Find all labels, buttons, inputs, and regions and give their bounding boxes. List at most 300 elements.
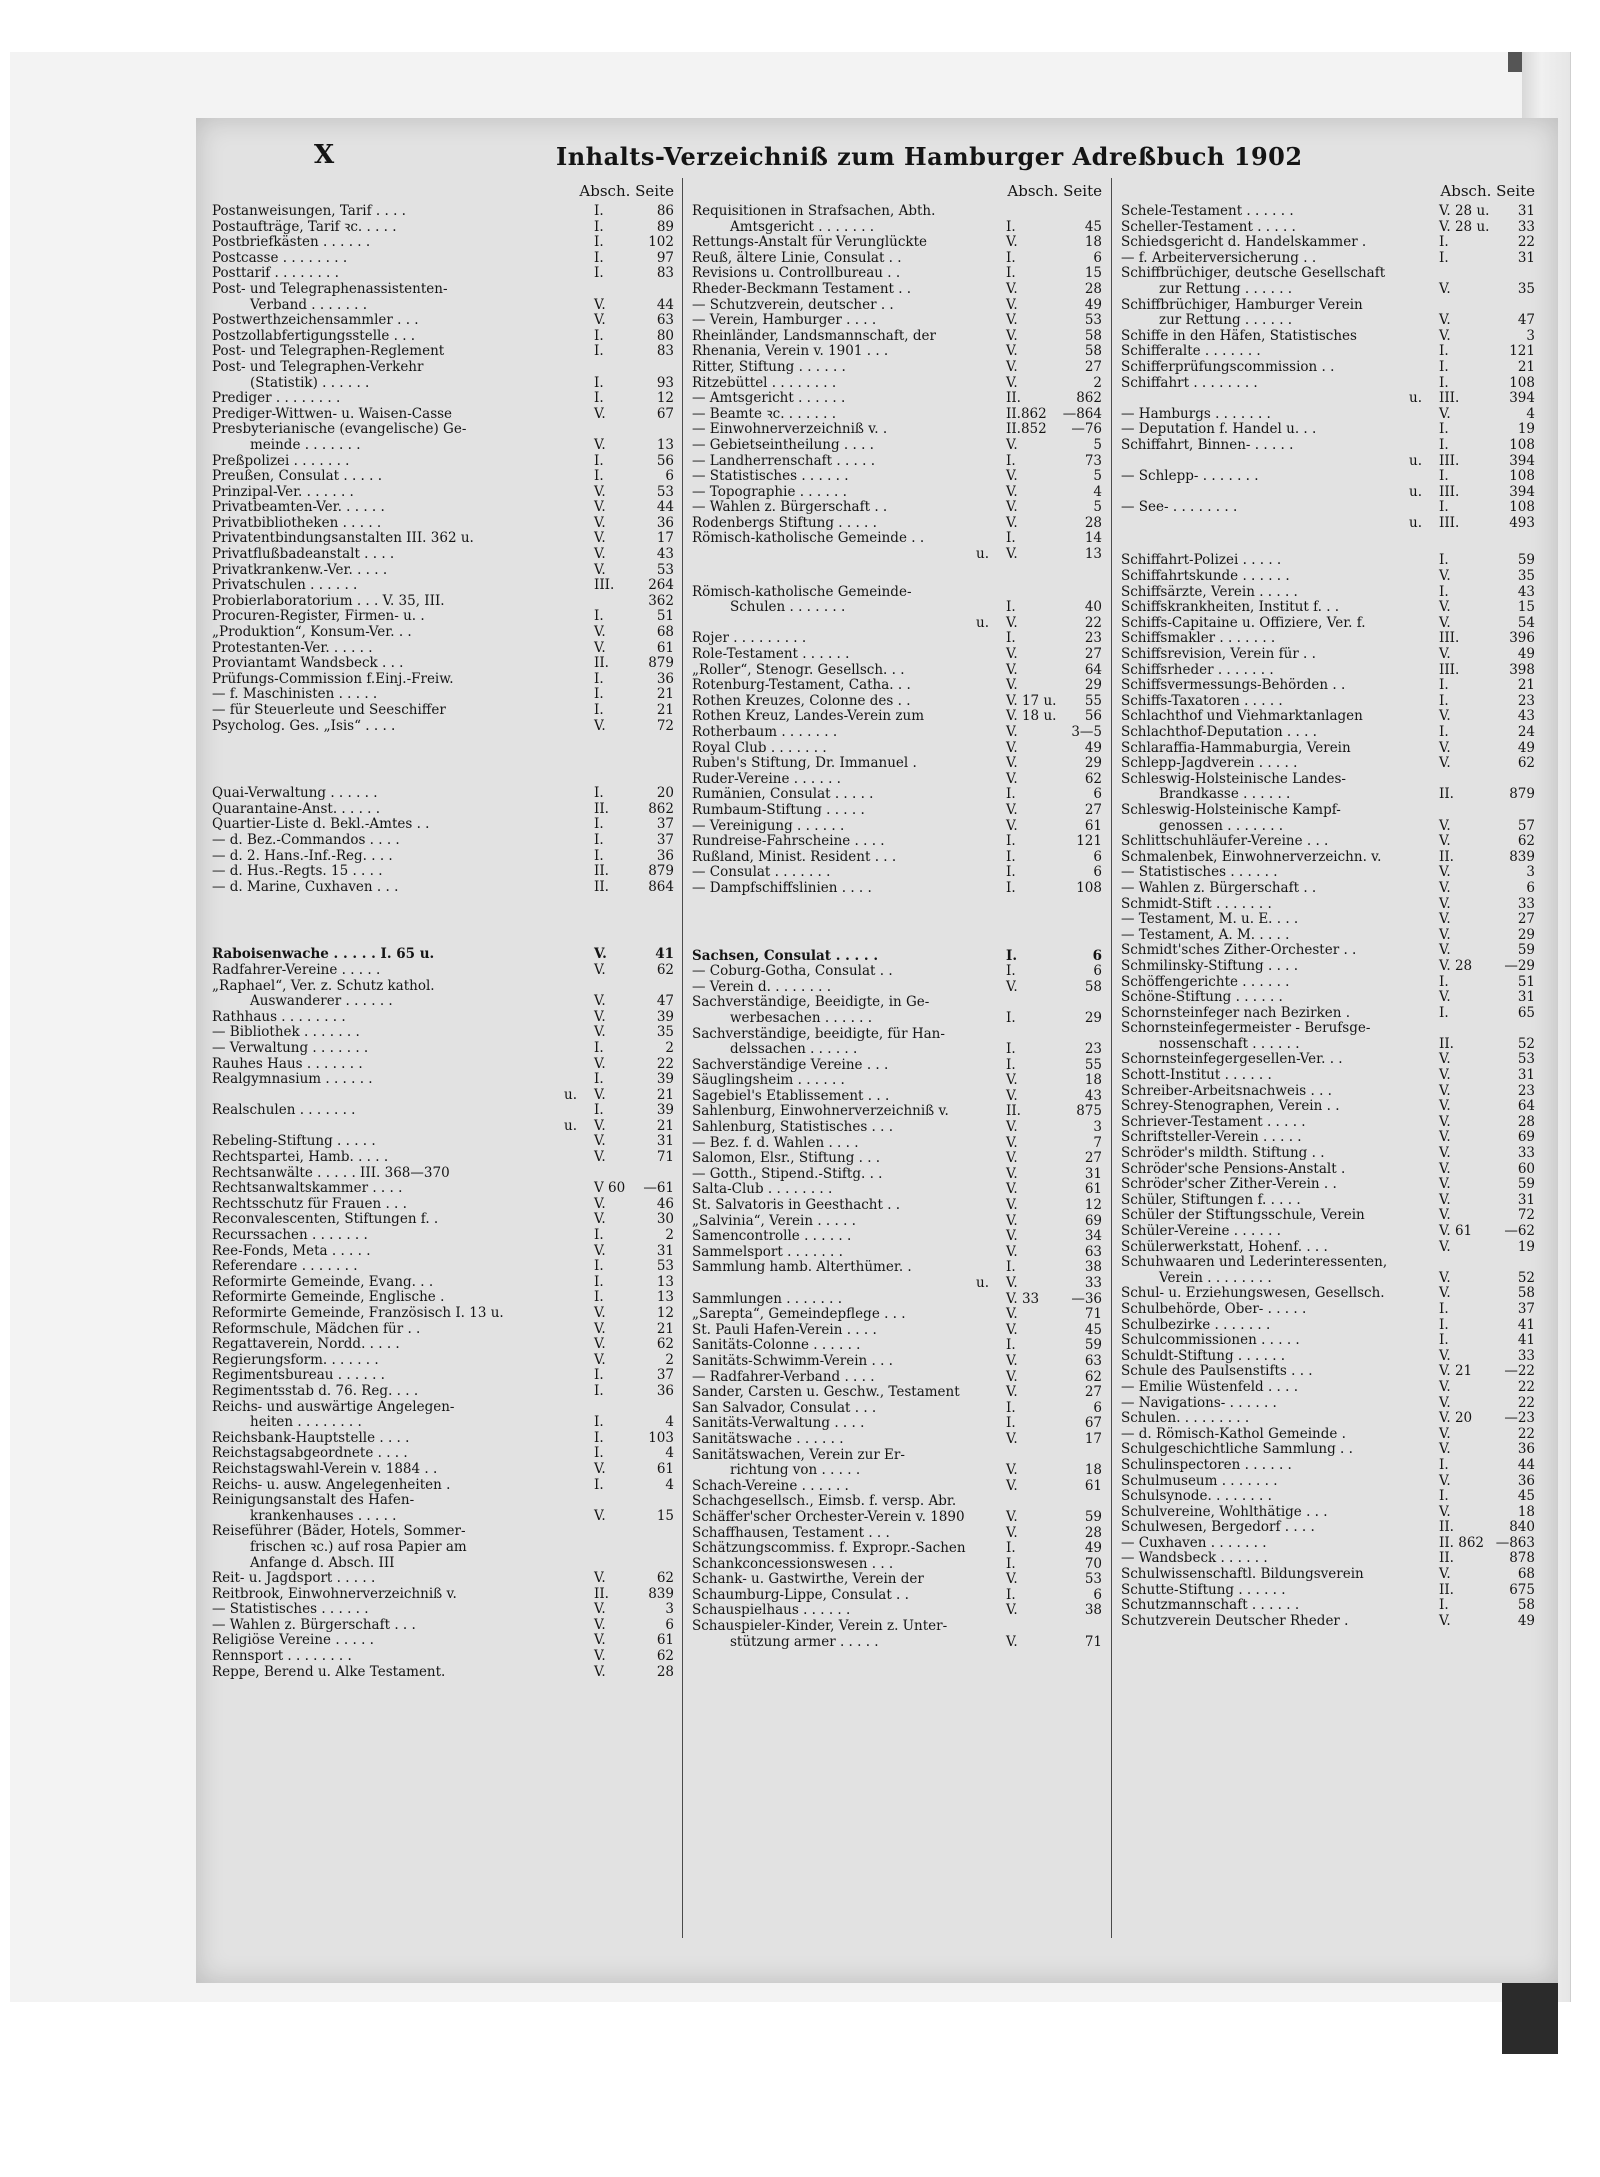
entry-text: Postaufträge, Tarif ꝛc. . . . . [212, 219, 397, 235]
entry-section: V. [1006, 546, 1018, 563]
entry-section: II. [1439, 786, 1454, 803]
entry-text: Schulsynode. . . . . . . . [1121, 1489, 1272, 1505]
entry-page: 12 [656, 390, 674, 407]
entry-page: 43 [656, 546, 674, 563]
entry-text: Prinzipal-Ver. . . . . . . [212, 484, 354, 500]
index-entry [692, 995, 1102, 1011]
entry-text: — d. Bez.-Commandos . . . . [212, 832, 400, 848]
entry-text: Schiedsgericht d. Handelskammer . [1121, 235, 1367, 251]
entry-section: V. 28 u. [1439, 203, 1490, 219]
index-entry [212, 719, 674, 735]
index-entry [212, 609, 674, 625]
entry-page: 58 [1084, 327, 1102, 344]
entry-page: 83 [656, 343, 674, 360]
entry-section: V. [1439, 817, 1451, 834]
entry-section: I. [1006, 879, 1016, 896]
entry-page: 2 [1093, 374, 1102, 391]
entry-text: Recurssachen . . . . . . . [212, 1228, 368, 1244]
entry-section: V. [594, 296, 606, 313]
index-entry [692, 469, 1102, 485]
index-entry [692, 1058, 1102, 1074]
entry-text: zur Rettung . . . . . . [1159, 281, 1293, 297]
entry-page: 68 [1517, 1566, 1535, 1583]
entry-text: „Produktion“, Konsum-Ver. . . [212, 625, 412, 641]
index-entry [692, 1385, 1102, 1401]
entry-text: Schülerwerkstatt, Hohenf. . . . [1121, 1239, 1328, 1255]
entry-text: Sahlenburg, Statistisches . . . [692, 1120, 893, 1136]
entry-page: 59 [1517, 1176, 1535, 1193]
entry-text: — Consulat . . . . . . . [692, 865, 831, 881]
index-entry [212, 1072, 674, 1088]
index-entry [212, 422, 674, 438]
entry-section: V. [1439, 568, 1451, 585]
entry-page: 45 [1517, 1488, 1535, 1505]
entry-page: 46 [656, 1195, 674, 1212]
entry-text: Regierungsform. . . . . . . [212, 1352, 379, 1368]
entry-page: 58 [1084, 343, 1102, 360]
entry-text: Sammlungen . . . . . . . [692, 1291, 843, 1307]
index-entry [692, 1557, 1102, 1573]
entry-section: V. [1006, 280, 1018, 297]
index-entry [1121, 1271, 1535, 1287]
entry-page: 21 [656, 1086, 674, 1103]
entry-page: 31 [1517, 249, 1535, 266]
entry-page: 51 [1517, 973, 1535, 990]
entry-text: Sachverständige, Beeidigte, in Ge- [692, 995, 930, 1011]
entry-page: 55 [1084, 692, 1102, 709]
entry-section: V. [1006, 468, 1018, 485]
entry-text: Reitbrook, Einwohnerverzeichniß v. [212, 1586, 457, 1602]
entry-page: 62 [1084, 770, 1102, 787]
index-entry [212, 1462, 674, 1478]
entry-page: 31 [656, 1133, 674, 1150]
index-entry [212, 1509, 674, 1525]
index-entry [212, 235, 674, 251]
entry-text: — Statistisches . . . . . . [692, 469, 849, 485]
entry-section: III. [1439, 630, 1460, 647]
entry-text: Postanweisungen, Tarif . . . . [212, 204, 406, 219]
entry-section: V. [1006, 1119, 1018, 1136]
index-entry [212, 1181, 674, 1197]
index-entry [1121, 454, 1535, 470]
index-entry [212, 1633, 674, 1649]
entry-text: Verband . . . . . . . [250, 297, 368, 313]
entry-text: Schlittschuhläufer-Vereine . . . [1121, 834, 1329, 850]
index-entry [692, 531, 1102, 547]
index-entry [692, 1151, 1102, 1167]
entry-page: 22 [1517, 1425, 1535, 1442]
entry-page: 13 [656, 436, 674, 453]
entry-page: 6 [1093, 864, 1102, 881]
entry-page: 55 [1084, 1056, 1102, 1073]
entry-text: Religiöse Vereine . . . . . [212, 1633, 374, 1649]
entry-page: 57 [1517, 817, 1535, 834]
entry-page: 18 [1084, 1072, 1102, 1089]
entry-section: V. [594, 1570, 606, 1587]
entry-page: 5 [1093, 436, 1102, 453]
index-entry [692, 1307, 1102, 1323]
entry-page: 6 [1092, 947, 1102, 964]
entry-page: 108 [1076, 879, 1102, 896]
index-entry [692, 834, 1102, 850]
entry-section: V. [594, 1055, 606, 1072]
entry-text: — Gotth., Stipend.-Stiftg. . . [692, 1166, 883, 1182]
column-header: Absch. Seite [579, 182, 674, 200]
entry-text: genossen . . . . . . . [1159, 818, 1284, 834]
index-entry [1121, 1084, 1535, 1100]
entry-page: 12 [656, 1305, 674, 1321]
index-entry [212, 344, 674, 360]
entry-page: 108 [1509, 374, 1535, 391]
entry-section: V. [1006, 770, 1018, 787]
entry-page: 52 [1517, 1269, 1535, 1286]
entry-page: 69 [1084, 1212, 1102, 1229]
entry-section: I. [594, 1273, 604, 1290]
entry-section: V. [1006, 1384, 1018, 1401]
index-entry [692, 1416, 1102, 1432]
index-column-3 [1121, 182, 1535, 1629]
index-entry [692, 1479, 1102, 1495]
entry-page: 37 [656, 831, 674, 848]
index-entry [1121, 694, 1535, 710]
entry-page: 43 [1517, 583, 1535, 600]
entry-section: I. [1439, 374, 1449, 391]
entry-page: 61 [656, 1632, 674, 1649]
entry-text: Schöne-Stiftung . . . . . . [1121, 990, 1283, 1006]
index-entry [692, 694, 1102, 710]
entry-text: Schröder'sche Pensions-Anstalt . [1121, 1161, 1346, 1177]
entry-text: Prüfungs-Commission f.Einj.-Freiw. [212, 671, 454, 687]
entry-page: 875 [1076, 1103, 1102, 1120]
entry-text: Proviantamt Wandsbeck . . . [212, 656, 404, 672]
entry-page: 7 [1093, 1134, 1102, 1151]
entry-section: V. [594, 561, 606, 578]
entry-section: V. [1439, 942, 1451, 959]
entry-page: 121 [1076, 833, 1102, 850]
index-entry [212, 1259, 674, 1275]
entry-text: — Gebietseintheilung . . . . [692, 437, 874, 453]
entry-section: I. [1439, 1597, 1449, 1614]
index-entry [1121, 266, 1535, 282]
entry-section: II. 862 [1439, 1534, 1485, 1551]
entry-text: Schiffsärzte, Verein . . . . . [1121, 584, 1298, 600]
index-entry [1121, 376, 1535, 392]
entry-page: —863 [1495, 1534, 1535, 1551]
index-entry [212, 641, 674, 657]
entry-text: Reformirte Gemeinde, Evang. . . [212, 1274, 434, 1290]
entry-page: 839 [648, 1585, 674, 1602]
entry-text: — Statistisches . . . . . . [212, 1602, 369, 1618]
entry-text: Schlaraffia-Hammaburgia, Verein [1121, 740, 1351, 756]
entry-text: — d. Marine, Cuxhaven . . . [212, 879, 399, 895]
entry-page: 29 [1084, 1009, 1102, 1026]
entry-text: Schutzmannschaft . . . . . . [1121, 1598, 1300, 1614]
entry-text: Rebeling-Stiftung . . . . . [212, 1134, 376, 1150]
entry-page: 102 [648, 234, 674, 251]
entry-section: V. [1439, 1472, 1451, 1489]
entry-section: V. [594, 1242, 606, 1259]
entry-section: V. 28 [1439, 957, 1473, 974]
entry-page: 64 [1517, 1098, 1535, 1115]
entry-text: „Salvinia“, Verein . . . . . [692, 1213, 856, 1229]
index-entry [212, 251, 674, 267]
entry-text: Quai-Verwaltung . . . . . . [212, 786, 378, 802]
entry-page: 4 [1093, 483, 1102, 500]
entry-page: 62 [656, 1570, 674, 1587]
entry-page: 34 [1084, 1228, 1102, 1245]
entry-page: 43 [1084, 1087, 1102, 1104]
entry-text: Presbyterianische (evangelische) Ge- [212, 422, 467, 438]
entry-text: Realgymnasium . . . . . . [212, 1072, 373, 1088]
index-entry [1121, 990, 1535, 1006]
entry-text: Schleswig-Holsteinische Kampf- [1121, 802, 1341, 818]
index-entry [1121, 1177, 1535, 1193]
entry-page: 53 [1084, 1571, 1102, 1588]
entry-text: stützung armer . . . . . [730, 1634, 879, 1650]
entry-text: Ritter, Stiftung . . . . . . [692, 359, 846, 375]
entry-page: 6 [665, 468, 674, 485]
index-entry [1121, 1333, 1535, 1349]
entry-section: V. [1439, 1285, 1451, 1302]
entry-page: 44 [1517, 1456, 1535, 1473]
entry-text: Protestanten-Ver. . . . . . [212, 640, 373, 656]
entry-text: Reichstagsabgeordnete . . . . [212, 1446, 408, 1462]
index-entry [692, 1354, 1102, 1370]
entry-section: V. [1006, 978, 1018, 995]
index-entry [692, 1541, 1102, 1557]
entry-page: 878 [1509, 1550, 1535, 1567]
entry-text: — d. 2. Hans.-Inf.-Reg. . . . [212, 848, 393, 864]
entry-section: II. [594, 1585, 609, 1602]
entry-text: Schöffengerichte . . . . . . [1121, 974, 1290, 990]
index-entry [1121, 709, 1535, 725]
index-entry [692, 1276, 1102, 1292]
entry-section: I. [594, 390, 604, 407]
index-entry [1121, 1520, 1535, 1536]
entry-page: 49 [1517, 646, 1535, 663]
entry-section: I. [594, 218, 604, 235]
entry-section: V. [1006, 646, 1018, 663]
entry-text: San Salvador, Consulat . . . [692, 1400, 877, 1416]
entry-text: Schaffhausen, Testament . . . [692, 1525, 890, 1541]
entry-section: V. [1006, 312, 1018, 329]
entry-text: Schüler der Stiftungsschule, Verein [1121, 1208, 1365, 1224]
index-entry [692, 881, 1102, 897]
entry-text: Schulbezirke . . . . . . . [1121, 1317, 1271, 1333]
entry-page: 17 [656, 530, 674, 547]
entry-section: I. [594, 1445, 604, 1462]
entry-section: V. [1439, 646, 1451, 663]
index-entry [212, 531, 674, 547]
entry-page: 33 [1517, 218, 1535, 235]
entry-text: Schröder'scher Zither-Verein . . [1121, 1177, 1337, 1193]
entry-page: 35 [1517, 280, 1535, 297]
entry-text: Schlepp-Jagdverein . . . . . [1121, 756, 1298, 772]
entry-section: I. [1439, 1004, 1449, 1021]
entry-text: Royal Club . . . . . . . [692, 740, 827, 756]
entry-page: 23 [1084, 1041, 1102, 1058]
entry-text: Sanitätswachen, Verein zur Er- [692, 1447, 905, 1463]
index-entry [692, 678, 1102, 694]
entry-text: Rennsport . . . . . . . . [212, 1649, 352, 1665]
entry-page: 39 [656, 1008, 674, 1025]
index-entry [1121, 1411, 1535, 1427]
entry-page: 840 [1509, 1519, 1535, 1536]
entry-text: Schule des Paulsenstifts . . . [1121, 1364, 1313, 1380]
entry-text: Schornsteinfegermeister - Berufsge- [1121, 1021, 1371, 1037]
entry-text: Reichs- u. ausw. Angelegenheiten . [212, 1477, 451, 1493]
entry-page: 41 [1517, 1316, 1535, 1333]
index-entry [1121, 865, 1535, 881]
entry-page: 675 [1509, 1581, 1535, 1598]
entry-section: I. [1006, 1259, 1016, 1276]
entry-text: — Landherrenschaft . . . . . [692, 453, 875, 469]
entry-text: (Statistik) . . . . . . [250, 375, 370, 391]
index-entry [692, 1401, 1102, 1417]
entry-section: V. [1006, 801, 1018, 818]
entry-section: V. [1439, 895, 1451, 912]
index-entry [692, 1245, 1102, 1261]
entry-text: — Cuxhaven . . . . . . . [1121, 1535, 1267, 1551]
entry-page: —62 [1504, 1223, 1535, 1239]
index-entry [212, 833, 674, 849]
entry-page: 61 [1084, 817, 1102, 834]
entry-text: Rußland, Minist. Resident . . . [692, 849, 897, 865]
entry-text: Role-Testament . . . . . . [692, 647, 850, 663]
entry-section: V. [1006, 755, 1018, 772]
index-entry [692, 282, 1102, 298]
entry-section: I. [1006, 1041, 1016, 1058]
entry-page: 62 [1517, 833, 1535, 850]
entry-text: Reformirte Gemeinde, Französisch I. 13 u. [212, 1306, 504, 1321]
index-entry [212, 1119, 674, 1135]
entry-section: V. [594, 530, 606, 547]
entry-text: Reformirte Gemeinde, Englische . [212, 1290, 445, 1306]
entry-page: 70 [1084, 1555, 1102, 1572]
entry-section: I. [594, 1382, 604, 1399]
entry-section: V. [594, 1086, 606, 1103]
entry-text: — f. Maschinisten . . . . . [212, 687, 378, 703]
entry-text: Schulwesen, Bergedorf . . . . [1121, 1520, 1315, 1536]
entry-page: 36 [1517, 1441, 1535, 1458]
index-entry [212, 1166, 674, 1182]
index-entry [1121, 1193, 1535, 1209]
index-entry [212, 864, 674, 880]
entry-page: 394 [1509, 452, 1535, 469]
entry-section: II. [1006, 1103, 1021, 1120]
entry-text: Schifferprüfungscommission . . [1121, 359, 1335, 375]
index-entry [1121, 204, 1535, 220]
index-entry [212, 703, 674, 719]
index-entry [1121, 1255, 1535, 1271]
entry-page: 6 [1093, 1586, 1102, 1603]
entry-text: Schele-Testament . . . . . . [1121, 204, 1294, 219]
entry-page: 28 [1517, 1113, 1535, 1130]
entry-page: 39 [656, 1102, 674, 1119]
entry-section: V. [1439, 1160, 1451, 1177]
entry-section: V. [1439, 708, 1451, 725]
entry-page: 49 [1084, 739, 1102, 756]
entry-page: 35 [656, 1024, 674, 1041]
entry-section: I. [1006, 786, 1016, 803]
entry-section: I. [1006, 1586, 1016, 1603]
entry-page: 862 [648, 800, 674, 817]
entry-section: I. [594, 327, 604, 344]
index-entry [212, 994, 674, 1010]
entry-text: — Verwaltung . . . . . . . [212, 1040, 369, 1056]
entry-section: I. [1006, 1399, 1016, 1416]
index-entry [692, 1214, 1102, 1230]
entry-section: V. [1439, 879, 1451, 896]
entry-section: I. [594, 686, 604, 703]
index-entry [1121, 1240, 1535, 1256]
entry-text: Sanitäts-Verwaltung . . . . [692, 1416, 865, 1432]
entry-page: 108 [1509, 436, 1535, 453]
entry-text: — Testament, A. M. . . . . [1121, 927, 1290, 943]
entry-text: Schauspieler-Kinder, Verein z. Unter- [692, 1619, 948, 1635]
entry-text: — Beamte ꝛc. . . . . . . [692, 406, 837, 422]
index-entry [1121, 1380, 1535, 1396]
entry-page: 398 [1509, 661, 1535, 678]
entry-text: Regimentsbureau . . . . . . [212, 1368, 385, 1384]
entry-text: Scheller-Testament . . . . . [1121, 219, 1296, 235]
entry-section: II. [1439, 1581, 1454, 1598]
entry-section: V. [1439, 1612, 1451, 1629]
entry-text: u. [1409, 453, 1422, 469]
index-entry [212, 687, 674, 703]
entry-text: Rodenbergs Stiftung . . . . . [692, 515, 877, 531]
index-entry [1121, 1505, 1535, 1521]
entry-section: V. [1439, 1129, 1451, 1146]
entry-text: Schrey-Stenographen, Verein . . [1121, 1099, 1340, 1115]
entry-section: V. [1006, 1508, 1018, 1525]
entry-text: richtung von . . . . . [730, 1463, 861, 1479]
index-entry [212, 1540, 674, 1556]
entry-text: Preußen, Consulat . . . . . [212, 469, 382, 485]
entry-section: V. [594, 1351, 606, 1368]
index-entry [1121, 585, 1535, 601]
entry-page: 3—5 [1071, 724, 1102, 740]
entry-page: 23 [1517, 692, 1535, 709]
entry-section: III. [1439, 390, 1460, 407]
index-entry [1121, 1224, 1535, 1240]
entry-section: I. [594, 1476, 604, 1493]
entry-section: V. [594, 1305, 606, 1321]
entry-page: 19 [1517, 421, 1535, 438]
entry-text: Regattaverein, Nordd. . . . . [212, 1337, 400, 1353]
entry-text: Schaumburg-Lippe, Consulat . . [692, 1587, 909, 1603]
entry-section: I. [594, 374, 604, 391]
entry-text: Privatschulen . . . . . . [212, 578, 358, 594]
entry-page: 27 [1084, 801, 1102, 818]
entry-page: 3 [1526, 327, 1535, 344]
entry-section: V. [1006, 1150, 1018, 1167]
index-entry [1121, 1162, 1535, 1178]
entry-page: —23 [1504, 1410, 1535, 1427]
entry-text: Reichsbank-Hauptstelle . . . . [212, 1430, 410, 1446]
index-entry [692, 865, 1102, 881]
index-entry [1121, 803, 1535, 819]
entry-section: I. [1439, 468, 1449, 485]
entry-page: 879 [648, 655, 674, 672]
index-entry [692, 407, 1102, 423]
entry-section: V. [594, 1008, 606, 1025]
entry-section: V. [1006, 358, 1018, 375]
index-entry [1121, 741, 1535, 757]
index-entry [692, 964, 1102, 980]
index-entry [212, 1244, 674, 1260]
index-entry [212, 376, 674, 392]
